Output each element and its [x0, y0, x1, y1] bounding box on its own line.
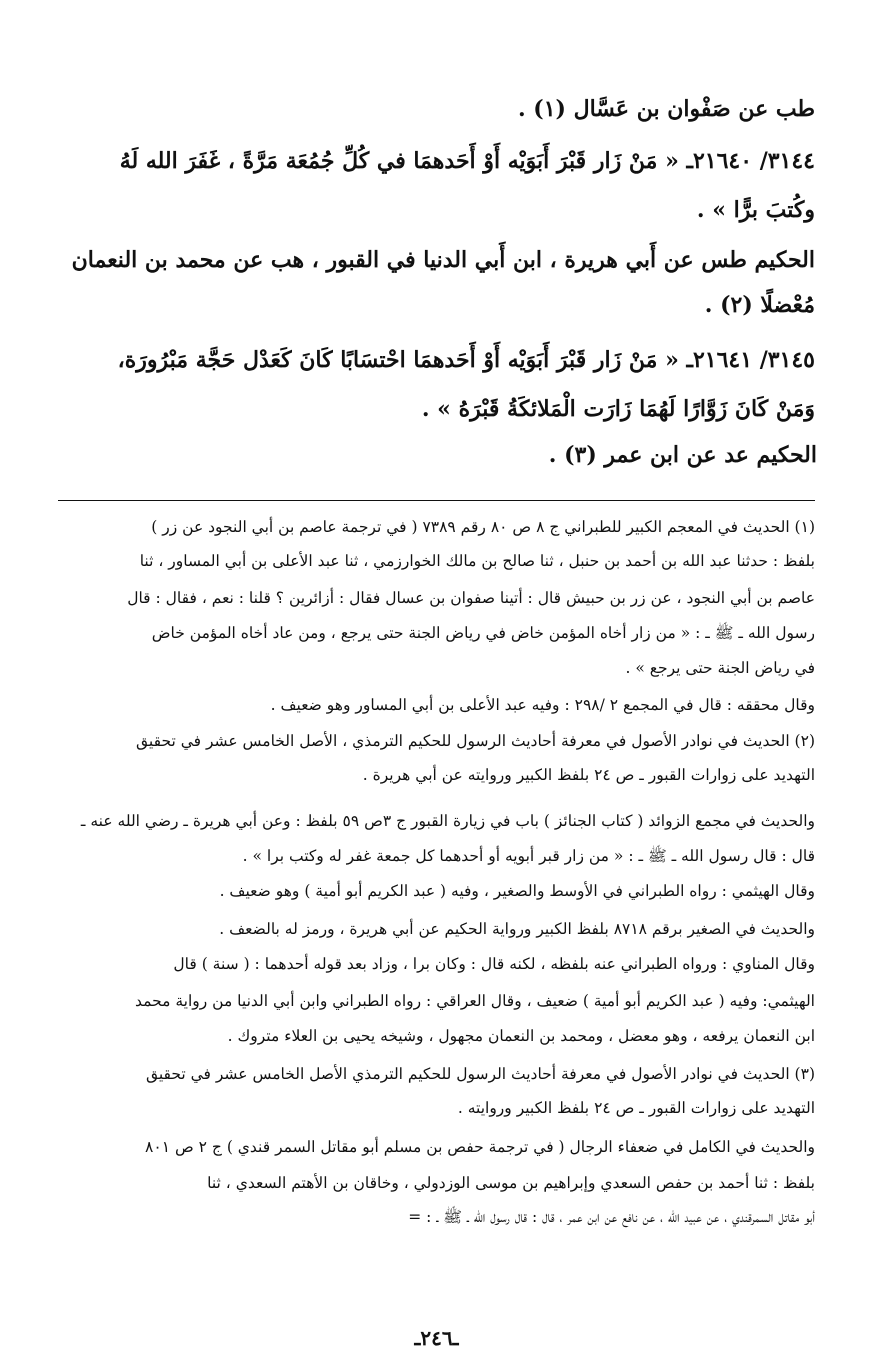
footnote-line-14: الهيثمي: وفيه ( عبد الكريم أبو أمية ) ضعيف ، وقال العراقي : رواه الطبراني وابن أبي الدنيا من رواية محمد: [134, 992, 815, 1010]
footnote-line-9: والحديث في مجمع الزوائد ( كتاب الجنائز ) باب في زيارة القبور ج ٣ص ٥٩ بلفظ : وعن أبي هريرة ـ رضي الله عنه ـ: [80, 812, 815, 830]
footnote-line-10: قال : قال رسول الله ـ ﷺ ـ : « من زار قبر أبويه أو أحدهما كل جمعة غفر له وكتب برا » .: [242, 847, 815, 865]
footnote-line-3: عاصم بن أبي النجود ، عن زر بن حبيش قال : أتينا صفوان بن عسال فقال : أزائرين ؟ قلنا : نعم ، فقال : قال: [127, 589, 815, 607]
footnote-line-19: بلفظ : ثنا أحمد بن حفص السعدي وإبراهيم بن موسى الوزدولي ، وخاقان بن الأهتم السعدي ، ثنا: [207, 1174, 815, 1192]
footnote-line-16: (٣) الحديث في نوادر الأصول في معرفة أحاديث الرسول للحكيم الترمذي الأصل الخامس عشر في تحقيق: [145, 1065, 815, 1083]
page-number: ـ٢٤٦ـ: [414, 1326, 459, 1350]
footnote-line-20: أبو مقاتل السمرقندي ، عن عبيد الله ، عن نافع عن ابن عمر ، قال : قال رسول الله ـ ﷺ ـ : =: [408, 1208, 815, 1226]
main-text-line-8: الحكيم عد عن ابن عمر (٣) .: [548, 442, 817, 468]
main-text-line-7: وَمَنْ كَانَ زَوَّارًا لَهُمَا زَارَت الْمَلائكَةُ قَبْرَهُ » .: [421, 396, 815, 422]
footnote-separator: [58, 500, 815, 501]
main-text-line-3: وكُتبَ برًّا » .: [696, 197, 815, 223]
footnote-line-6: وقال محققه : قال في المجمع ٢ /٢٩٨ : وفيه عبد الأعلى بن أبي المساور وهو ضعيف .: [270, 696, 815, 714]
footnote-line-18: والحديث في الكامل في ضعفاء الرجال ( في ترجمة حفص بن مسلم أبو مقاتل السمر قندي ) ج ٢ ص ٨٠١: [145, 1138, 815, 1156]
main-text-line-1: طب عن صَفْوان بن عَسَّال (١) .: [517, 96, 815, 122]
footnote-line-4: رسول الله ـ ﷺ ـ : « من زار أخاه المؤمن خاض في رياض الجنة حتى يرجع ، ومن عاد أخاه المؤمن خاض: [151, 624, 815, 642]
footnote-line-17: التهديد على زوارات القبور ـ ص ٢٤ بلفظ الكبير وروايته .: [457, 1099, 815, 1117]
main-text-line-2: ٣١٤٤/ ٢١٦٤٠ـ « مَنْ زَار قَبْرَ أَبَوَيْه أَوْ أَحَدهمَا في كُلِّ جُمُعَة مَرَّةً ، غَفَرَ الله لَهُ: [119, 148, 815, 174]
footnote-line-7: (٢) الحديث في نوادر الأصول في معرفة أحاديث الرسول للحكيم الترمذي ، الأصل الخامس عشر في تحقيق: [136, 732, 815, 750]
footnote-line-5: في رياض الجنة حتى يرجع » .: [625, 659, 815, 677]
footnote-line-2: بلفظ : حدثنا عبد الله بن أحمد بن حنبل ، ثنا صالح بن مالك الخوارزمي ، ثنا عبد الأعلى بن أبي المساور ، ثنا: [139, 552, 815, 570]
main-text-line-5: مُعْضلًا (٢) .: [704, 292, 815, 318]
footnote-line-11: وقال الهيثمي : رواه الطبراني في الأوسط والصغير ، وفيه ( عبد الكريم أبو أمية ) وهو ضعيف .: [219, 882, 815, 900]
footnote-line-15: ابن النعمان يرفعه ، وهو معضل ، ومحمد بن النعمان مجهول ، وشيخه يحيى بن العلاء متروك .: [227, 1027, 815, 1045]
footnote-line-1: (١) الحديث في المعجم الكبير للطبراني ج ٨ ص ٨٠ رقم ٧٣٨٩ ( في ترجمة عاصم بن أبي النجود عن زر ): [151, 518, 815, 536]
footnote-line-13: وقال المناوي : ورواه الطبراني عنه بلفظه ، لكنه قال : وكان برا ، وزاد بعد قوله أحدهما : ( سنة ) قال: [173, 955, 815, 973]
footnote-line-8: التهديد على زوارات القبور ـ ص ٢٤ بلفظ الكبير وروايته عن أبي هريرة .: [362, 766, 815, 784]
main-text-line-4: الحكيم طس عن أَبي هريرة ، ابن أَبي الدنيا في القبور ، هب عن محمد بن النعمان: [71, 247, 815, 273]
footnote-line-12: والحديث في الصغير برقم ٨٧١٨ بلفظ الكبير ورواية الحكيم عن أبي هريرة ، ورمز له بالضعف .: [219, 920, 815, 938]
main-text-line-6: ٣١٤٥/ ٢١٦٤١ـ « مَنْ زَار قَبْرَ أَبَوَيْه أَوْ أَحَدهمَا احْتسَابًا كَانَ كَعَدْل حَجَّة مَبْرُورَة،: [117, 347, 815, 373]
